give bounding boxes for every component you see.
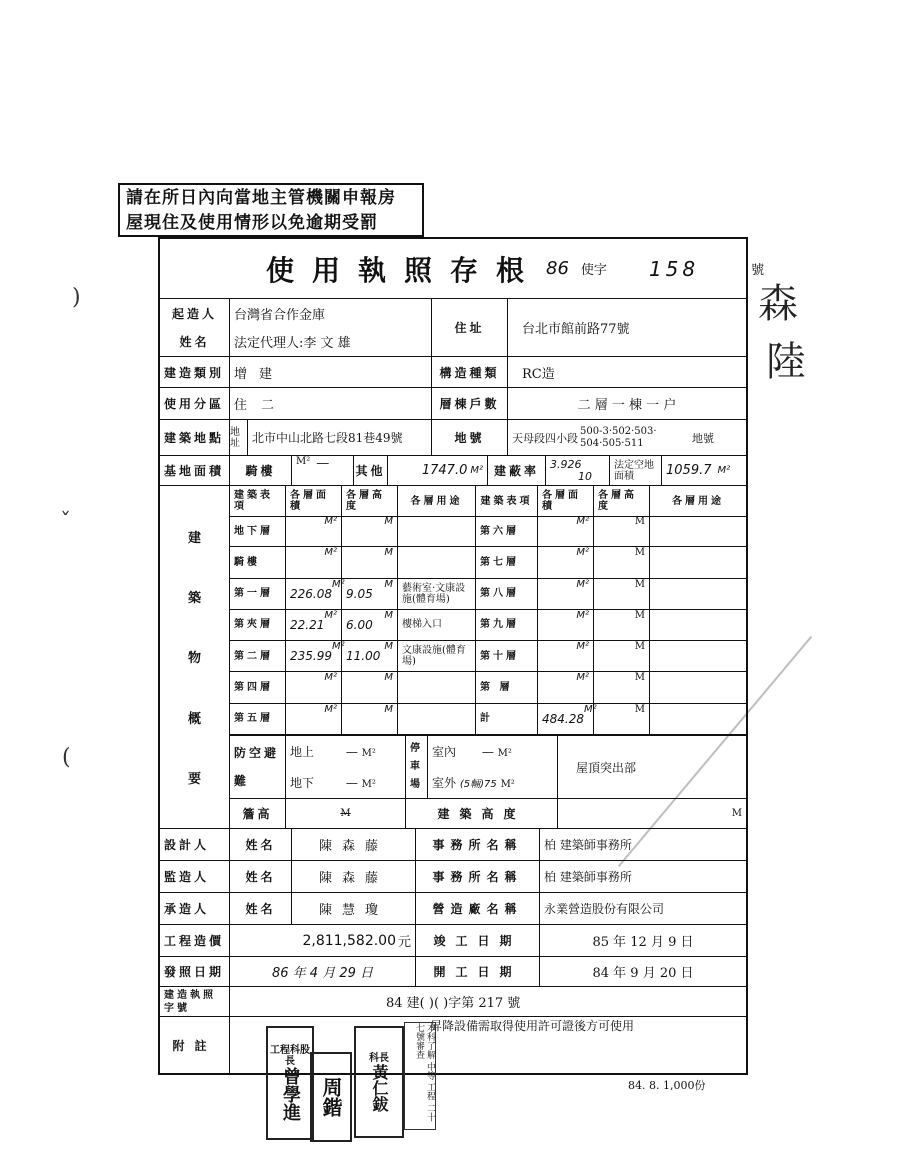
floor-use (398, 516, 476, 546)
margin-mark: ˇ (60, 510, 71, 535)
floor-area-unit: M² (324, 516, 337, 527)
arcade-unit: M² (296, 456, 311, 467)
issue-row (160, 957, 746, 987)
other-label: 其他 (354, 456, 388, 485)
base-area-label: 基地面積 (160, 456, 230, 485)
builder-label: 起造人 (171, 306, 217, 321)
floor-area-right (538, 547, 594, 577)
zone-value: 住二 (230, 388, 432, 419)
summary-char-1: 建 (187, 530, 201, 546)
floor-height (342, 547, 398, 577)
floor-area-unit: M² (324, 672, 337, 684)
floor-height-right (594, 547, 650, 577)
floor-name-text: 第夾層 (234, 619, 273, 631)
contractor-label: 承造人 (160, 893, 230, 924)
col-header: 各層用途 (672, 495, 724, 507)
summary-char-2: 築 (187, 591, 201, 607)
designer-row (160, 829, 746, 861)
floor-use (398, 641, 476, 671)
floor-name-right (476, 704, 538, 734)
designer-name: 陳森藤 (292, 829, 416, 860)
open-space-unit: M² (717, 465, 731, 476)
site-address: 北市中山北路七段81巷49號 (248, 420, 432, 455)
contractor-name: 陳慧瓊 (292, 893, 416, 924)
floor-name-right-text: 第十層 (480, 650, 519, 662)
floor-area-right (538, 610, 594, 640)
notice-line-1: 請在所日內向當地主管機關申報房 (126, 188, 396, 208)
note-text: 昇降設備需取得使用許可證後方可使用 (430, 1019, 635, 1033)
floor-use-text: 文康設施(體育場) (402, 645, 466, 668)
floor-name-right-text: 第七層 (480, 556, 519, 568)
floor-height-right (594, 579, 650, 609)
floor-area-text: 235.99 (290, 649, 332, 664)
floor-name (230, 704, 286, 734)
floor-height-text: 6.00 (346, 617, 373, 632)
floor-area (286, 672, 342, 702)
coverage-denominator: 10 (578, 469, 592, 483)
floor-use (398, 672, 476, 702)
floor-use-right (650, 547, 746, 577)
floor-height-right-unit: M (634, 547, 645, 559)
floor-use-right (650, 579, 746, 609)
builder-row (160, 299, 746, 357)
supervisor-row (160, 861, 746, 893)
floor-area-right (538, 641, 594, 671)
floor-area-unit: M² (332, 641, 345, 653)
floor-name-right (476, 672, 538, 702)
shelter-below-label: 地下 (290, 776, 315, 790)
floor-name (230, 610, 286, 640)
notice-box (118, 183, 424, 237)
col-header: 各層面積 (286, 486, 342, 516)
building-summary (160, 486, 746, 829)
floor-name-right-text: 計 (480, 713, 493, 725)
floor-row (230, 641, 746, 672)
issue-label: 發照日期 (160, 957, 230, 986)
issue-date: 86 年 4 月 29 日 (230, 957, 416, 986)
side-seal-fragment: 陸 (766, 339, 806, 385)
type-value: 增建 (230, 357, 432, 387)
floor-area (286, 547, 342, 577)
floor-name-text: 地下層 (234, 525, 273, 537)
arcade-label: 騎樓 (230, 456, 292, 485)
completion-date: 85 年 12 月 9 日 (592, 935, 694, 950)
col-header: 建築表項 (476, 486, 538, 516)
floor-height (342, 672, 398, 702)
stamp-name: 曾學進 (280, 1067, 301, 1121)
supervisor-name-label: 姓名 (230, 861, 292, 892)
permit-form (158, 237, 765, 1075)
floor-height-unit: M (384, 672, 393, 684)
permit-label: 建造執照字號 (160, 987, 230, 1016)
type-row (160, 357, 746, 388)
floor-area-text: 226.08 (290, 586, 332, 601)
floor-area-unit: M² (324, 547, 337, 559)
floor-name-right (476, 516, 538, 546)
floor-area-right-unit: M² (576, 672, 589, 684)
permit-word: 使字 (580, 263, 607, 278)
contractor-row (160, 893, 746, 925)
margin-mark: ( (62, 745, 71, 770)
floor-height-text: 11.00 (346, 649, 381, 664)
floor-height (342, 610, 398, 640)
floor-name (230, 641, 286, 671)
floor-area-right-unit: M² (576, 641, 589, 653)
floor-height-right (594, 610, 650, 640)
open-space-value: 1059.7 (666, 463, 712, 478)
coverage-label: 建蔽率 (488, 456, 546, 485)
parking-outdoor-label: 室外 (432, 776, 457, 790)
floor-name-right-text: 第八層 (480, 588, 519, 600)
floor-name-right-text: 第 層 (480, 682, 513, 694)
designer-label: 設計人 (160, 829, 230, 860)
floor-name-text: 第二層 (234, 650, 273, 662)
lot-suffix: 地號 (692, 431, 714, 445)
eave-label: 簷高 (230, 797, 286, 829)
floor-name-text: 第四層 (234, 682, 273, 694)
floor-use (398, 610, 476, 640)
eave-unit: M (340, 807, 351, 819)
permit-row (160, 987, 746, 1017)
permit-suffix: 號 (751, 263, 765, 278)
builder-address: 台北市館前路77號 (522, 322, 630, 337)
floor-area-right-text: 484.28 (542, 711, 584, 726)
floor-use (398, 704, 476, 734)
cost-value: 2,811,582.00 (302, 932, 396, 949)
building-height-unit: M (731, 807, 742, 819)
floor-area (286, 578, 345, 609)
floor-area (286, 641, 345, 671)
type-label: 建造類別 (160, 357, 230, 387)
floor-area-right (538, 579, 594, 609)
permit-value: 84 建( )( )字第 217 號 (386, 996, 521, 1011)
floor-name (230, 547, 286, 577)
floor-use-right (650, 641, 746, 671)
contractor-office-label: 營造廠名稱 (416, 893, 540, 924)
floor-height (342, 516, 398, 546)
site-row (160, 420, 746, 456)
col-header: 各層面積 (538, 486, 594, 516)
cost-label: 工程造價 (160, 925, 230, 956)
floor-height-unit: M (384, 609, 393, 621)
summary-char-4: 概 (187, 711, 201, 727)
shelter-below-unit: M² (361, 779, 376, 790)
floor-use-text: 樓梯入口 (402, 619, 442, 631)
floor-name-right (476, 641, 538, 671)
col-header: 各層高度 (594, 486, 650, 516)
lot-numbers-2: 504·505·511 (580, 437, 644, 449)
floors-value: 二 層 一 棟 一 户 (577, 398, 677, 413)
floor-name-text: 第五層 (234, 713, 273, 725)
site-label: 建築地點 (160, 420, 230, 455)
section-chief-stamp (266, 1026, 314, 1140)
floor-row (230, 704, 746, 735)
floor-area-right (538, 672, 594, 702)
floor-height (342, 579, 398, 609)
other-unit: M² (470, 465, 483, 476)
supervisor-name: 陳森藤 (292, 861, 416, 892)
floor-height-right-unit: M (634, 578, 645, 590)
floor-area-right-unit: M² (576, 609, 589, 621)
floor-use (398, 547, 476, 577)
summary-char-5: 要 (187, 772, 201, 788)
note-label: 附註 (160, 1017, 230, 1073)
stamp-title-2: 科長 (369, 1052, 389, 1064)
floor-name-text: 第一層 (234, 588, 273, 600)
structure-label: 構造種類 (432, 357, 508, 387)
coverage-value: 3.926 (550, 457, 582, 471)
eave-row (230, 797, 746, 829)
side-seal-fragment: 森 (758, 281, 798, 327)
floor-area-text: 22.21 (290, 617, 325, 632)
floor-use-right (650, 516, 746, 546)
floor-row (230, 579, 746, 610)
margin-mark: ) (72, 285, 81, 310)
floor-height-unit: M (384, 547, 393, 559)
floor-area-right (538, 516, 594, 546)
builder-rep: 法定代理人:李 文 雄 (234, 336, 351, 352)
floor-name-text: 騎樓 (234, 556, 260, 568)
floor-height-right-unit: M (634, 609, 645, 621)
floor-height-unit: M (384, 578, 393, 590)
designer-office-label: 事務所名稱 (416, 829, 540, 860)
floor-height-unit: M (384, 641, 393, 653)
shelter-above-unit: M² (361, 748, 376, 759)
approval-note-stamp: 本科了解 中等 工程 二十七號審查 (404, 1022, 436, 1130)
note-row (160, 1017, 746, 1073)
notice-line-2: 屋現住及使用情形以免逾期受罰 (126, 213, 378, 233)
col-header: 各層高度 (342, 486, 398, 516)
zone-label: 使用分區 (160, 388, 230, 419)
floor-area-right (538, 703, 597, 734)
contractor-name-label: 姓名 (230, 893, 292, 924)
floor-height-right-unit: M (634, 672, 645, 684)
floor-use-right (650, 610, 746, 640)
floor-use (398, 579, 476, 609)
start-date: 84 年 9 月 20 日 (592, 966, 694, 981)
structure-value: RC造 (522, 366, 555, 382)
floor-name-right (476, 579, 538, 609)
floor-area-right-unit: M² (576, 516, 589, 527)
floor-area (286, 704, 342, 734)
print-note: 84. 8. 1,000份 (628, 1079, 706, 1092)
floor-height-right-unit: M (634, 516, 645, 527)
floor-height (342, 704, 398, 734)
floors-label: 層棟戶數 (432, 388, 508, 419)
permit-number: 158 (648, 256, 700, 281)
zone-row (160, 388, 746, 420)
cost-unit: 元 (397, 935, 411, 950)
start-label: 開工日期 (416, 957, 540, 986)
cost-row (160, 925, 746, 957)
floor-height-right-unit: M (634, 703, 645, 715)
stamp-title: 工程科股長 (270, 1045, 310, 1067)
floor-name (230, 579, 286, 609)
supervisor-office-label: 事務所名稱 (416, 861, 540, 892)
summary-header (230, 486, 746, 517)
parking-indoor-unit: M² (497, 748, 512, 759)
shelter-above-label: 地上 (290, 745, 315, 759)
parking-outdoor-value: (5輛)75 (459, 779, 497, 790)
builder-name-label: 姓名 (179, 335, 210, 350)
floor-height (342, 641, 398, 671)
roof-projection-label: 屋頂突出部 (576, 760, 637, 775)
floor-row (230, 610, 746, 641)
floor-area-right-unit: M² (576, 578, 589, 590)
floor-row (230, 547, 746, 578)
floor-height-right-unit: M (634, 641, 645, 653)
floor-height-right (594, 672, 650, 702)
shelter-label: 防空避難 (230, 736, 286, 798)
supervisor-label: 監造人 (160, 861, 230, 892)
floor-use-right (650, 704, 746, 734)
builder-name: 台灣省合作金庫 (234, 307, 326, 323)
parking-outdoor-unit: M² (500, 779, 515, 790)
permit-year: 86 (546, 258, 569, 279)
floor-use-right (650, 672, 746, 702)
shelter-block: 防空避難 地上 — M² 地下 — M² 停車場 室內 — M² 室外 (5輛)75 M² 屋頂突出部 (230, 735, 746, 799)
address-label: 住址 (432, 299, 508, 356)
floor-name-right (476, 610, 538, 640)
floor-height-right (594, 704, 650, 734)
floor-name-right-text: 第九層 (480, 619, 519, 631)
floor-area (286, 516, 342, 546)
other-value: 1747.0 (421, 463, 468, 478)
floor-name-right (476, 547, 538, 577)
supervisor-office: 柏 建築師事務所 (544, 870, 632, 884)
summary-char-3: 物 (187, 651, 201, 667)
form-title: 使用執照存根 (266, 253, 543, 287)
floor-height-right (594, 641, 650, 671)
floor-height-unit: M (384, 703, 393, 715)
floor-area-unit: M² (324, 609, 337, 621)
floor-area-right-unit: M² (584, 703, 597, 715)
floor-height-right (594, 516, 650, 546)
open-space-label: 法定空地面積 (610, 456, 662, 485)
designer-name-label: 姓名 (230, 829, 292, 860)
reviewer-stamp: 周鍇 (310, 1052, 352, 1142)
contractor-office: 永業營造股份有限公司 (544, 902, 665, 916)
floor-height-text: 9.05 (346, 586, 373, 601)
stamp-name-2: 黃仁鈸 (370, 1063, 389, 1112)
floor-height-unit: M (384, 516, 393, 527)
area-row: 基地面積 騎樓 M² — 其他 1747.0 M² 建蔽率 3.926 10 法定空地面積 1059.7 M² (160, 456, 746, 486)
lot-label: 地號 (432, 420, 508, 455)
floor-area-unit: M² (324, 703, 337, 715)
floor-row (230, 672, 746, 703)
lot-numbers-1: 500-3·502·503· (580, 425, 657, 437)
parking-indoor-label: 室內 (432, 745, 457, 759)
site-address-tag: 地址 (230, 420, 248, 455)
floor-area-right-unit: M² (576, 547, 589, 559)
department-chief-stamp (354, 1026, 404, 1138)
designer-office: 柏 建築師事務所 (544, 838, 632, 852)
col-header: 各層用途 (398, 486, 476, 516)
building-height-label: 建築高度 (406, 797, 558, 829)
lot-section: 天母段四小段 (512, 431, 578, 445)
title-row (160, 239, 765, 299)
col-header: 建築表項 (230, 486, 286, 516)
floor-name (230, 516, 286, 546)
floor-area (286, 610, 342, 640)
parking-label: 停車場 (406, 736, 428, 798)
floor-area-unit: M² (332, 578, 345, 590)
floor-table (230, 516, 746, 735)
floor-row (230, 516, 746, 547)
floor-use-text: 藝術室·文康設施(體育場) (402, 582, 466, 605)
completion-label: 竣工日期 (416, 925, 540, 956)
floor-name-right-text: 第六層 (480, 525, 519, 537)
floor-name (230, 672, 286, 702)
